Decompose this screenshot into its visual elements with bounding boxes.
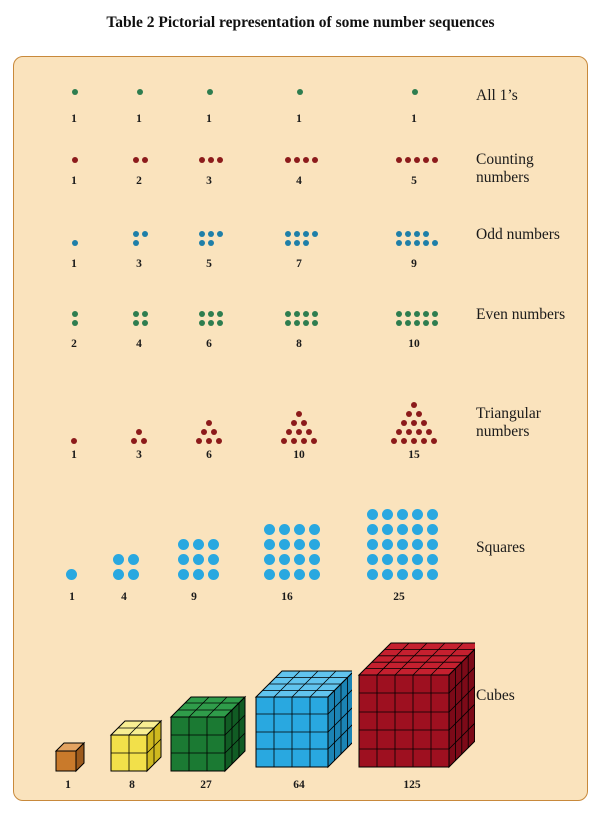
cell-squares-4 [242,497,332,603]
table-panel [13,56,588,801]
cell-all-ones-4 [259,79,339,125]
count-label: 7 [296,258,302,270]
cube-icon [349,635,475,777]
cell-triangular-2 [99,387,179,461]
row-squares [14,497,587,607]
cell-even-4 [259,302,339,350]
count-label: 64 [293,779,305,791]
cell-triangular-3 [169,387,249,461]
count-label: 4 [296,175,302,187]
row-label-all-ones: All 1’s [476,87,518,104]
count-label: 25 [393,591,405,603]
row-odd-numbers [14,222,587,284]
cell-odd-3 [169,222,249,270]
cell-squares-3 [154,497,234,603]
cell-cubes-3 [160,635,252,791]
cell-triangular-4 [259,387,339,461]
row-label-even-numbers: Even numbers [476,306,566,323]
cube-icon [161,635,251,777]
count-label: 1 [69,591,75,603]
count-label: 1 [71,258,77,270]
row-even-numbers [14,302,587,364]
count-label: 1 [71,449,77,461]
cell-all-ones-3 [169,79,249,125]
row-all-ones [14,79,587,129]
count-label: 10 [293,449,305,461]
row-label-counting-numbers: Counting numbers [476,151,534,186]
cell-counting-3 [169,149,249,187]
count-label: 1 [296,113,302,125]
cell-cubes-5 [349,635,475,791]
count-label: 8 [296,338,302,350]
cube-icon [246,635,352,777]
row-label-odd-numbers: Odd numbers [476,226,560,243]
count-label: 1 [411,113,417,125]
count-label: 3 [136,449,142,461]
cell-even-5 [374,302,454,350]
count-label: 4 [136,338,142,350]
cube-2-svg [97,635,167,777]
count-label: 16 [281,591,293,603]
row-label-squares: Squares [476,539,526,556]
count-label: 1 [136,113,142,125]
cell-all-ones-2 [99,79,179,125]
row-cubes [14,635,587,795]
row-triangular-numbers [14,387,587,477]
count-label: 10 [408,338,420,350]
cube-1-svg [38,635,98,777]
page-title: Table 2 Pictorial representation of some number sequences [106,14,495,31]
count-label: 5 [411,175,417,187]
count-label: 27 [200,779,212,791]
cell-all-ones-5 [374,79,454,125]
cell-squares-2 [84,497,164,603]
cell-triangular-5 [374,387,454,461]
count-label: 6 [206,338,212,350]
count-label: 1 [71,175,77,187]
count-label: 1 [71,113,77,125]
count-label: 9 [191,591,197,603]
cube-5-svg [349,635,475,777]
count-label: 15 [408,449,420,461]
row-label-cubes: Cubes [476,687,515,704]
cell-even-3 [169,302,249,350]
count-label: 1 [206,113,212,125]
count-label: 5 [206,258,212,270]
row-counting-numbers [14,149,587,209]
count-label: 2 [136,175,142,187]
cell-counting-2 [99,149,179,187]
count-label: 6 [206,449,212,461]
cell-odd-4 [259,222,339,270]
cell-odd-2 [99,222,179,270]
count-label: 4 [121,591,127,603]
count-label: 3 [136,258,142,270]
count-label: 1 [65,779,71,791]
cube-3-svg [161,635,251,777]
row-label-triangular-numbers: Triangular numbers [476,405,541,440]
cube-icon [38,635,98,777]
cube-icon [97,635,167,777]
cell-counting-5 [374,149,454,187]
count-label: 8 [129,779,135,791]
cell-odd-5 [374,222,454,270]
cell-even-2 [99,302,179,350]
count-label: 3 [206,175,212,187]
cube-4-svg [246,635,352,777]
cell-counting-4 [259,149,339,187]
count-label: 2 [71,338,77,350]
count-label: 125 [403,779,421,791]
cell-cubes-4 [246,635,352,791]
count-label: 9 [411,258,417,270]
cell-squares-5 [349,497,449,603]
